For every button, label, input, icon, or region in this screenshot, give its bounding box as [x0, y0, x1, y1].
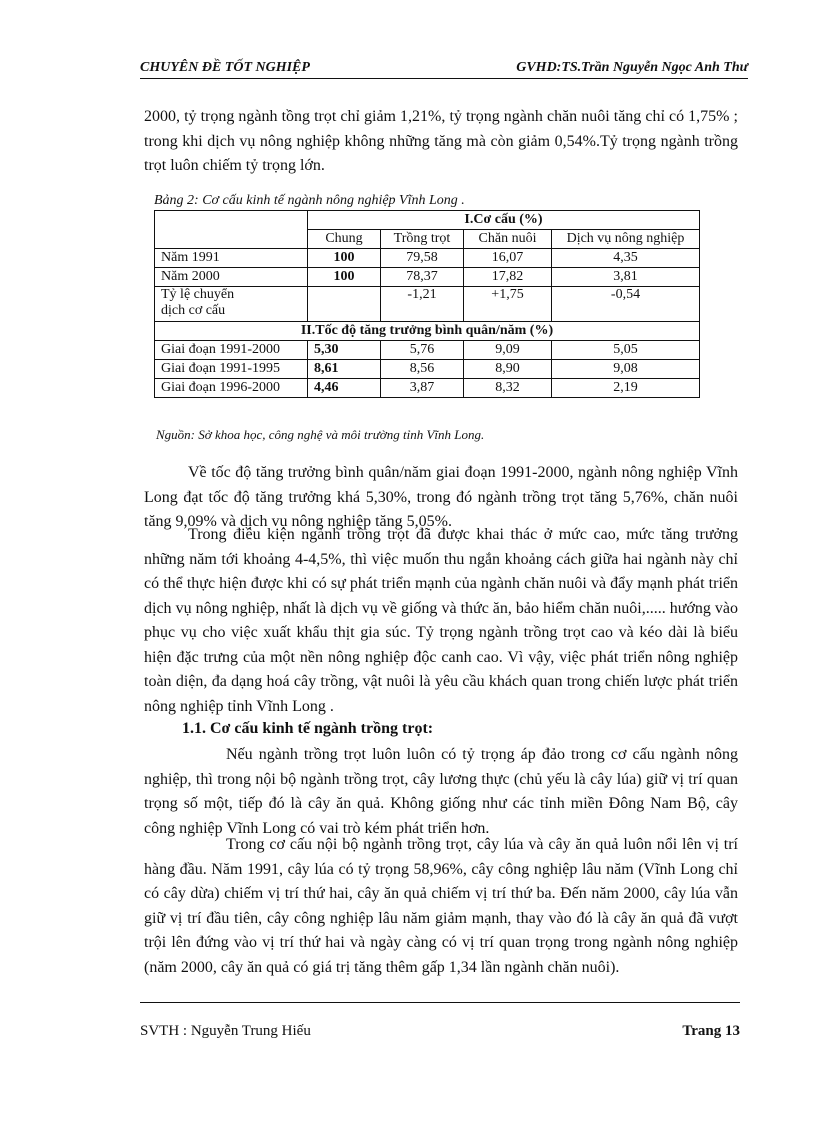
crop-text-1: Nếu ngành trồng trọt luôn luôn có tỷ trọng áp đảo trong cơ cấu ngành nông nghiệp, thì trong nội bộ ngành trồng trọt, cây lương thực (chủ yếu là cây lúa) giữ vị trí quan trọng số một, tiếp đó là cây ăn quả. Không giống như các tỉnh miền Đông Nam Bộ, cây công nghiệp Vĩnh Long có vai trò kém phát triển hơn.: [144, 746, 738, 837]
row-label-line2: dịch cơ cấu: [161, 303, 226, 318]
agriculture-structure-table: [154, 210, 700, 398]
section-heading: 1.1. Cơ cấu kinh tế ngành trồng trọt:: [182, 720, 434, 737]
row-label: Năm 2000: [155, 268, 308, 287]
cell-chung: 100: [308, 249, 381, 268]
table-row: [155, 379, 700, 398]
cell-chung: [308, 287, 381, 322]
cell-chung: 100: [308, 268, 381, 287]
header-advisor: GVHD:TS.Trần Nguyễn Ngọc Anh Thư: [516, 60, 748, 75]
cell-trong-trot: 78,37: [381, 268, 464, 287]
cell-chung: 5,30: [308, 341, 381, 360]
cell-trong-trot: 3,87: [381, 379, 464, 398]
row-label: Giai đoạn 1991-1995: [155, 360, 308, 379]
table-row: [155, 341, 700, 360]
intro-paragraph: [144, 105, 738, 179]
table-corner-cell: [155, 211, 308, 230]
cell-dich-vu: -0,54: [552, 287, 700, 322]
cell-chan-nuoi: 8,90: [464, 360, 552, 379]
crop-paragraph-1: [144, 743, 738, 841]
table-source-note: Nguồn: Sở khoa học, công nghệ và môi trường tỉnh Vĩnh Long.: [156, 427, 485, 442]
cell-dich-vu: 4,35: [552, 249, 700, 268]
table-caption: Bảng 2: Cơ cấu kinh tế ngành nông nghiệp Vĩnh Long .: [154, 193, 465, 208]
page-header: [140, 60, 748, 79]
cell-trong-trot: 79,58: [381, 249, 464, 268]
row-label: Giai đoạn 1991-2000: [155, 341, 308, 360]
table-row: [155, 268, 700, 287]
table-row-shift: [155, 287, 700, 322]
crop-paragraph-2: [144, 833, 738, 980]
table-header-row: [155, 230, 700, 249]
col-header-chung: Chung: [308, 230, 381, 249]
table-header-empty: [155, 230, 308, 249]
cell-chan-nuoi: 9,09: [464, 341, 552, 360]
table-section-row: [155, 211, 700, 230]
crop-text-2: Trong cơ cấu nội bộ ngành trồng trọt, cây lúa và cây ăn quả luôn nổi lên vị trí hàng đầu. Năm 1991, cây lúa có tỷ trọng 58,96%, cây công nghiệp lâu năm (Vĩnh Long chỉ có cây dừa) chiếm vị trí thứ hai, cây ăn quả chiếm vị trí thứ ba. Đến năm 2000, cây lúa vẫn giữ vị trí đầu tiên, cây công nghiệp lâu năm giảm mạnh, thay vào đó là cây ăn quả đã vượt trội lên đứng vào vị trí thứ hai và ngày càng có vị trí quan trọng trong ngành nông nghiệp (năm 2000, cây ăn quả có giá trị tăng thêm gấp 1,34 lần ngành chăn nuôi).: [144, 836, 738, 976]
row-label-shift: [155, 287, 308, 322]
table-row: [155, 249, 700, 268]
cell-dich-vu: 9,08: [552, 360, 700, 379]
row-label: Giai đoạn 1996-2000: [155, 379, 308, 398]
cell-dich-vu: 3,81: [552, 268, 700, 287]
cell-chung: 8,61: [308, 360, 381, 379]
development-text: Trong điều kiện ngành trồng trọt đã được khai thác ở mức cao, mức tăng trưởng những năm tới khoảng 4-4,5%, thì việc muốn thu ngắn khoảng cách giữa hai ngành này chỉ có thể thực hiện được khi có sự phát triển mạnh của ngành chăn nuôi và đẩy mạnh phát triển dịch vụ nông nghiệp, nhất là dịch vụ về giống và thức ăn, bảo hiểm chăn nuôi,..... hướng vào phục vụ cho việc xuất khẩu thịt gia súc. Tỷ trọng ngành trồng trọt cao và kéo dài là biểu hiện đặc trưng của một nền nông nghiệp độc canh cao. Vì vậy, việc phát triển nông nghiệp toàn diện, đa dạng hoá cây trồng, vật nuôi là yêu cầu khách quan trong chiến lược phát triển nông nghiệp tỉnh Vĩnh Long .: [144, 526, 738, 715]
cell-dich-vu: 2,19: [552, 379, 700, 398]
page-footer: [140, 1002, 740, 1040]
cell-chan-nuoi: 8,32: [464, 379, 552, 398]
cell-trong-trot: 5,76: [381, 341, 464, 360]
cell-trong-trot: -1,21: [381, 287, 464, 322]
growth-text: Về tốc độ tăng trưởng bình quân/năm giai đoạn 1991-2000, ngành nông nghiệp Vĩnh Long đạt tốc độ tăng trưởng khá 5,30%, trong đó ngành trồng trọt tăng 5,76%, chăn nuôi tăng 9,09% và dịch vụ nông nghiệp tăng 5,05%.: [144, 464, 738, 530]
cell-chan-nuoi: +1,75: [464, 287, 552, 322]
footer-author: SVTH : Nguyễn Trung Hiếu: [140, 1023, 311, 1039]
table-section-row: [155, 322, 700, 341]
intro-text: 2000, tỷ trọng ngành tồng trọt chỉ giảm 1,21%, tỷ trọng ngành chăn nuôi tăng chỉ có 1,75% ; trong khi dịch vụ nông nghiệp không những tăng mà còn giảm 0,54%.Tỷ trọng ngành trồng trọt luôn chiếm tỷ trọng lớn.: [144, 108, 738, 174]
section-structure-title: I.Cơ cấu (%): [308, 211, 700, 230]
header-title: CHUYÊN ĐỀ TỐT NGHIỆP: [140, 60, 310, 75]
cell-chan-nuoi: 16,07: [464, 249, 552, 268]
cell-chung: 4,46: [308, 379, 381, 398]
development-paragraph: [144, 523, 738, 719]
row-label: Năm 1991: [155, 249, 308, 268]
row-label-line1: Tỷ lệ chuyển: [161, 287, 235, 302]
col-header-dich-vu: Dịch vụ nông nghiệp: [552, 230, 700, 249]
col-header-chan-nuoi: Chăn nuôi: [464, 230, 552, 249]
col-header-trong-trot: Trồng trọt: [381, 230, 464, 249]
page-number: Trang 13: [682, 1023, 740, 1039]
table-row: [155, 360, 700, 379]
cell-trong-trot: 8,56: [381, 360, 464, 379]
cell-chan-nuoi: 17,82: [464, 268, 552, 287]
cell-dich-vu: 5,05: [552, 341, 700, 360]
section-growth-title: II.Tốc độ tăng trưởng bình quân/năm (%): [155, 322, 700, 341]
